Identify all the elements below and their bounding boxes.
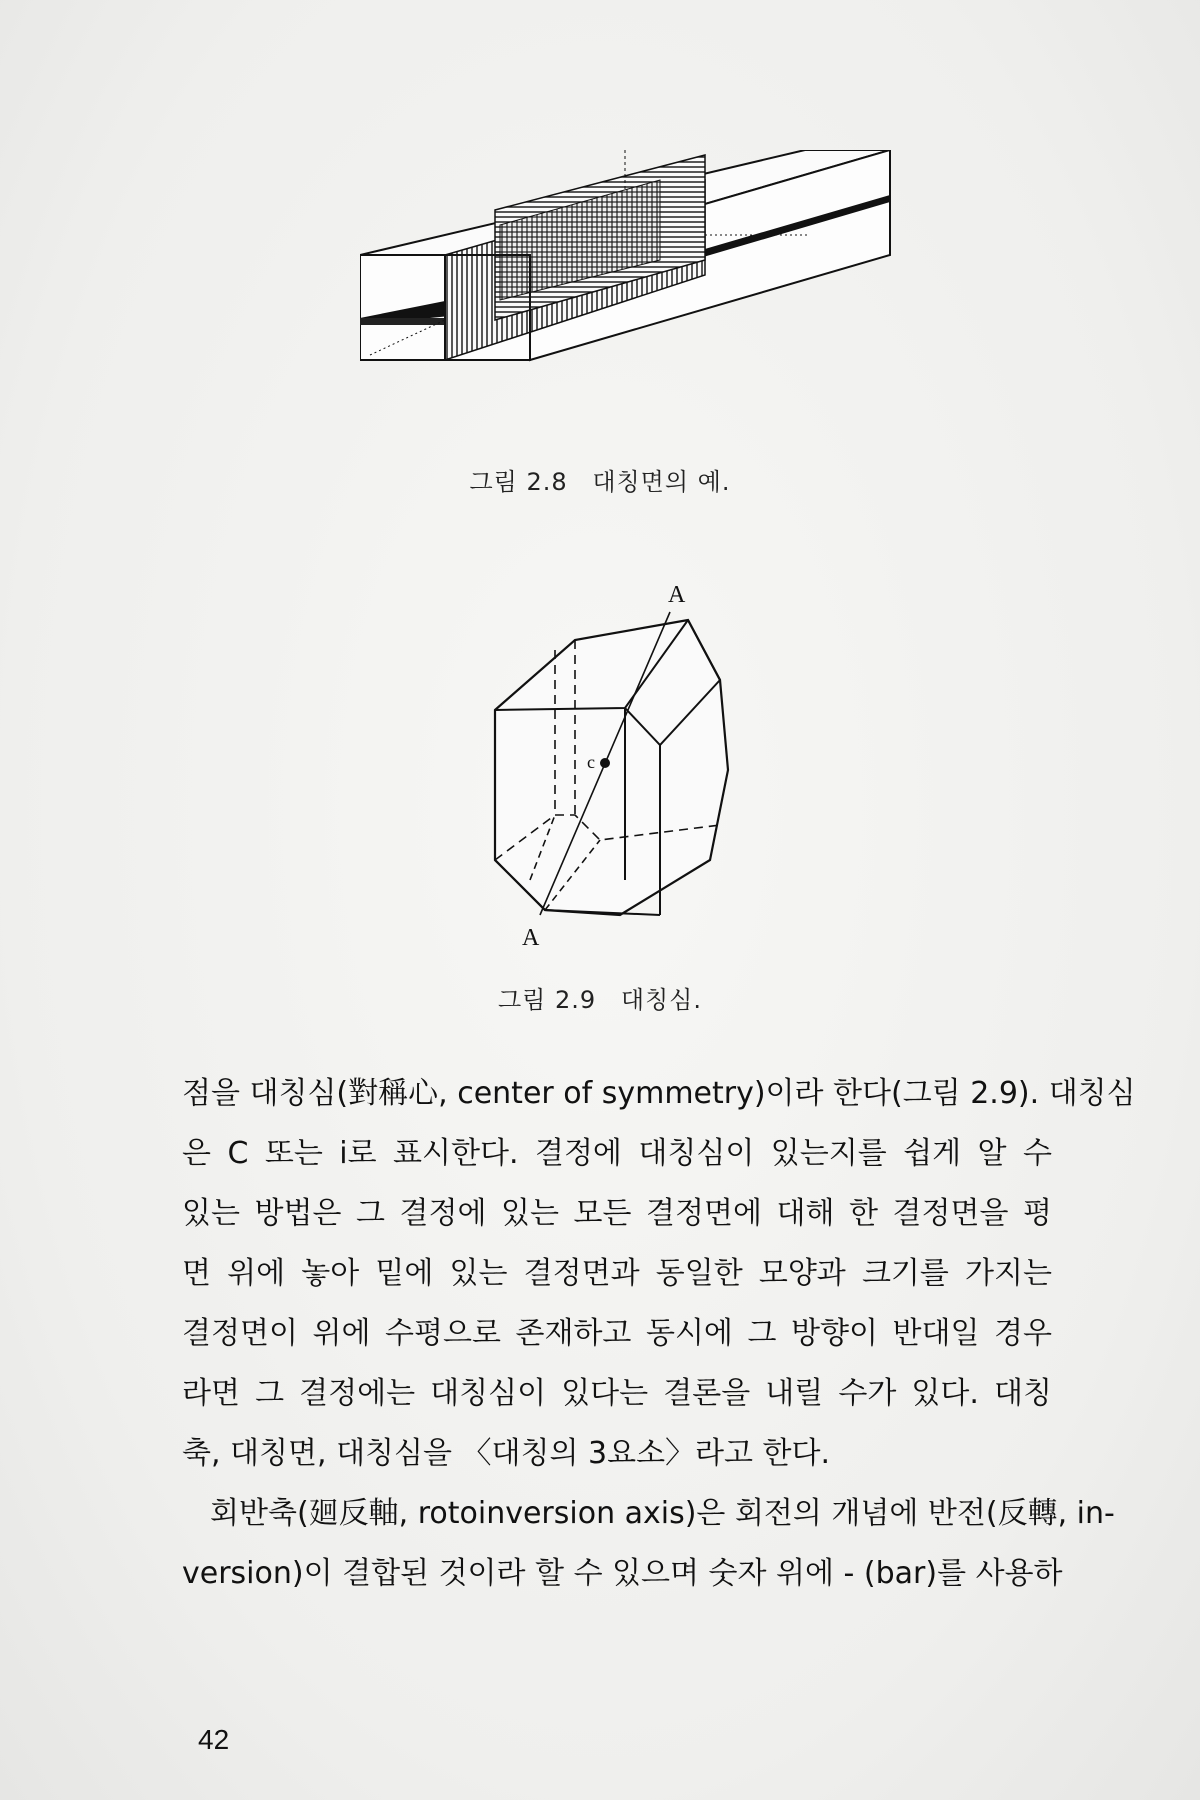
body-line: version)이 결합된 것이라 할 수 있으며 숫자 위에 - (bar)를 사용하 [182,1556,1063,1591]
figure-2-9-text: 대칭심. [620,986,702,1014]
crystal-illustration [470,570,790,950]
body-line: 있는 방법은 그 결정에 있는 모든 결정면에 대해 한 결정면을 평 [182,1196,1052,1231]
figure-center-of-symmetry [470,570,790,950]
figure-symmetry-plane [360,150,900,420]
body-paragraphs [182,1064,1136,1604]
body-line: 결정면이 위에 수평으로 존재하고 동시에 그 방향이 반대일 경우 [182,1316,1052,1351]
body-line: 면 위에 놓아 밑에 있는 결정면과 동일한 모양과 크기를 가지는 [182,1256,1052,1291]
figure-2-8-caption [0,462,1200,497]
prism-illustration [360,150,900,420]
body-line: 축, 대칭면, 대칭심을 〈대칭의 3요소〉라고 한다. [182,1436,831,1471]
figure-2-9-number: 그림 2.9 [498,986,597,1014]
body-line: 라면 그 결정에는 대칭심이 있다는 결론을 내릴 수가 있다. 대칭 [182,1376,1052,1411]
page-number: 42 [198,1724,230,1755]
figure-2-8-number: 그림 2.8 [469,468,568,496]
apex-label-bottom: A [522,925,540,950]
apex-label-top: A [668,582,686,608]
body-line: 회반축(廻反軸, rotoinversion axis)은 회전의 개념에 반전(反轉, in- [210,1496,1115,1531]
figure-2-9-caption [0,980,1200,1015]
body-line: 은 C 또는 i로 표시한다. 결정에 대칭심이 있는지를 쉽게 알 수 [182,1136,1052,1171]
figure-2-8-text: 대칭면의 예. [592,468,731,496]
center-label: c [587,752,595,772]
body-line: 점을 대칭심(對稱心, center of symmetry)이라 한다(그림 2.9). 대칭심 [182,1076,1136,1111]
